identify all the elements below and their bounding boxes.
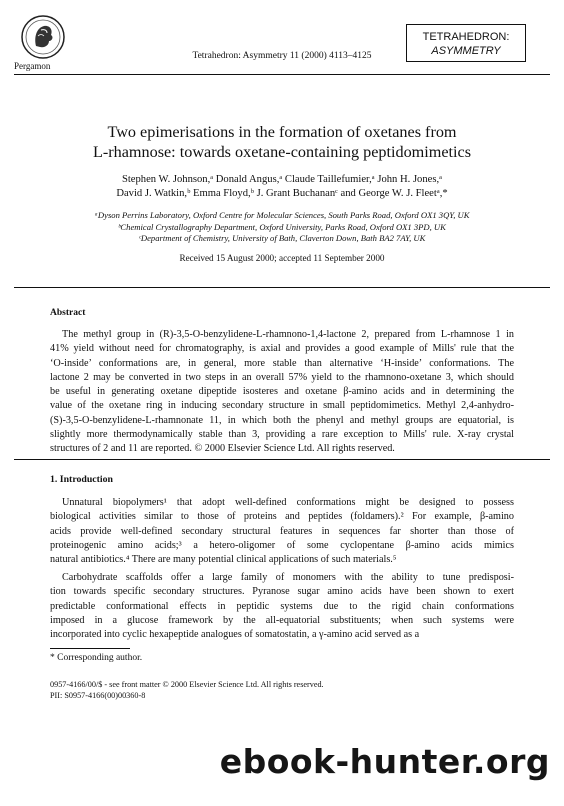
publisher-name: Pergamon (14, 61, 51, 71)
abstract-line: lactone 2 may be converted in two steps in an overall 57% yield to the rhamnono-oxetane 3, which should (50, 371, 514, 383)
abstract-line: ‘O-inside’ conformations are, in general, more stable than alternative ‘H-inside’ conformations. The (50, 357, 514, 369)
watermark-text: ebook-hunter.org (219, 742, 550, 781)
journal-title-box (406, 24, 526, 62)
affiliation: ᵃDyson Perrins Laboratory, Oxford Centre for Molecular Sciences, South Parks Road, Oxford OX1 3QY, UK (94, 210, 470, 220)
abstract-line: The methyl group in (R)-3,5-O-benzylidene-L-rhamnono-1,4-lactone 2, prepared from L-rhamnose 1 in (62, 329, 514, 340)
author-line: David J. Watkin,ᵇ Emma Floyd,ᵇ J. Grant Buchananᶜ and George W. J. Fleetᵃ,* (116, 188, 448, 199)
abstract-line: value of the oxetane ring in inducing secondary structure in small peptidomimetics. Methyl 2,4-anhydro- (50, 400, 514, 412)
abstract-line: (S)-3,5-O-benzylidene-L-rhamnonate 11, in which both the phenyl and methyl groups are equatorial, is (50, 414, 514, 426)
journal-title-line-1: TETRAHEDRON: (422, 31, 510, 43)
intro-line: Carbohydrate scaffolds offer a large family of monomers with the ability to tune predisposi- (62, 572, 514, 583)
intro-line: incorporated into cyclic hexapeptide analogues of somatostatin, a γ-amino acid served as a (50, 629, 420, 641)
intro-paragraph-2 (50, 571, 514, 642)
header-divider (14, 74, 550, 75)
received-dates: Received 15 August 2000; accepted 11 September 2000 (179, 253, 385, 263)
corresponding-author-footnote: * Corresponding author. (50, 653, 143, 663)
abstract-line: structures of 2 and 11 are reported. © 2000 Elsevier Science Ltd. All rights reserved. (50, 443, 395, 455)
affiliations (0, 210, 564, 245)
author-list (0, 173, 564, 201)
intro-line: imposed in a glucose framework by the all-equatorial substituents; when such systems were (50, 614, 514, 626)
affiliation: ᵇChemical Crystallography Department, Oxford University, Parks Road, Oxford OX1 3PD, UK (118, 221, 446, 232)
abstract-heading: Abstract (50, 308, 86, 318)
abstract-text (50, 328, 514, 457)
abstract-line: 41% yield without need for chromatography, is axial and provides a good example of Mills' rule that the (50, 343, 514, 355)
article-title (0, 122, 564, 162)
affiliation: ᶜDepartment of Chemistry, University of Bath, Claverton Down, Bath BA2 7AY, UK (138, 233, 426, 243)
title-line: Two epimerisations in the formation of oxetanes from (107, 123, 457, 141)
section-heading-introduction: 1. Introduction (50, 474, 113, 485)
pii-line: PII: S0957-4166(00)00360-8 (50, 691, 146, 700)
intro-line: predictable conformational effects in peptidic systems due to the rigid chain conformations (50, 600, 514, 612)
intro-line: acids provide well-defined secondary structural features in sequences far shorter than those of (50, 525, 514, 537)
copyright-block (50, 679, 324, 701)
intro-line: Unnatural biopolymers¹ that adopt well-defined conformations might be designed to possess (62, 497, 514, 508)
journal-citation: Tetrahedron: Asymmetry 11 (2000) 4113–4125 (192, 51, 372, 61)
journal-title-line-2: ASYMMETRY (431, 45, 501, 57)
issn-line: 0957-4166/00/$ - see front matter © 2000 Elsevier Science Ltd. All rights reserved. (50, 680, 324, 689)
abstract-line: be useful in generating oxetane dipeptide isosteres and oxetane β-amino acids and in determining the (50, 386, 514, 398)
title-line: L-rhamnose: towards oxetane-containing peptidomimetics (92, 143, 472, 161)
intro-paragraph-1 (50, 496, 514, 567)
intro-line: natural antibiotics.⁴ There are many potential clinical applications of such materials.⁵ (50, 554, 397, 566)
footnote-divider (50, 648, 130, 649)
abstract-divider (14, 287, 550, 288)
section-divider (14, 459, 550, 460)
abstract-line: slightly more thermodynamically stable than 3, providing a rare exception to Mills' rule. X-ray crystal (50, 429, 514, 441)
intro-line: biological activities similar to those of proteins and peptides (foldamers).² For example, β-amino (50, 511, 514, 523)
intro-line: tion towards specific secondary structures. Pyranose sugar amino acids have been shown to exert (50, 586, 514, 598)
intro-line: proteinogenic amino acids;³ a hetero-oligomer of some cyclopentane β-amino acids mimics (50, 539, 514, 551)
author-line: Stephen W. Johnson,ᵃ Donald Angus,ᵃ Claude Taillefumier,ᵃ John H. Jones,ᵃ (121, 174, 443, 185)
